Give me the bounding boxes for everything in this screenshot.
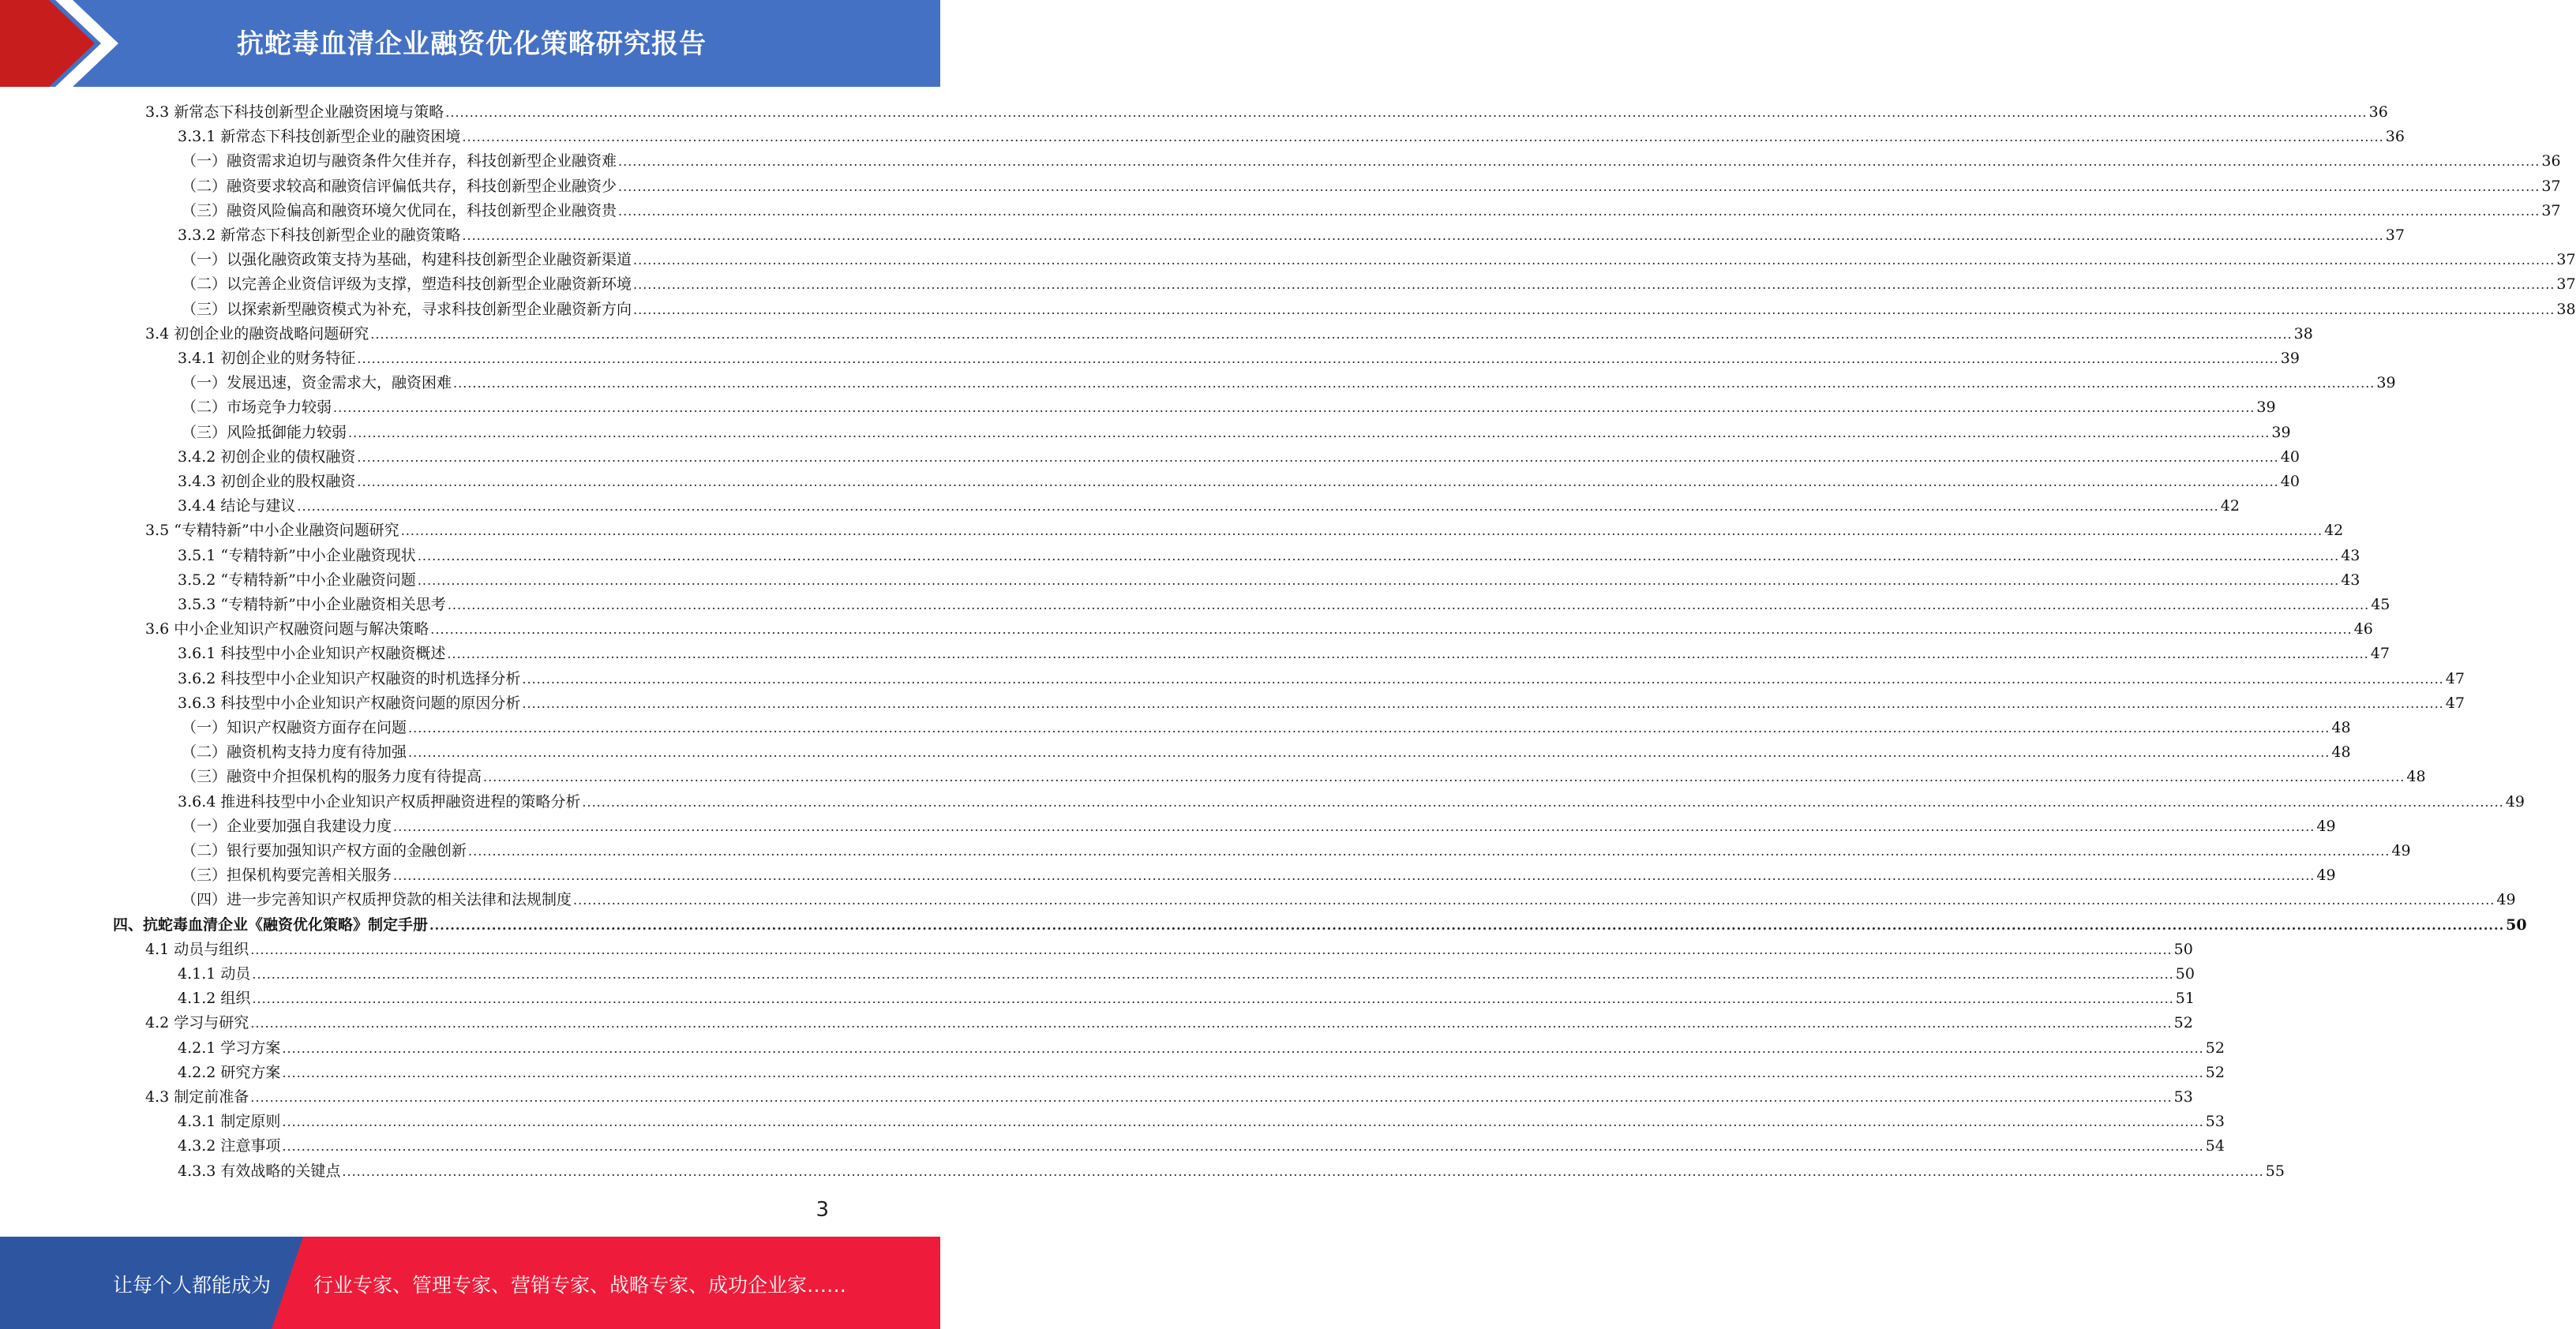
toc-entry[interactable] bbox=[182, 248, 2576, 272]
toc-entry[interactable] bbox=[178, 593, 2390, 617]
toc-entry[interactable] bbox=[182, 199, 2561, 223]
toc-entry-title: 3.5 “专精特新”中小企业融资问题研究 bbox=[145, 522, 399, 540]
toc-entry-page: 42 bbox=[2324, 522, 2344, 540]
toc-entry-page: 42 bbox=[2220, 497, 2240, 515]
toc-leader-dots: ................................................................................................................................................................................................................................................................................................................................................................................................................ bbox=[618, 154, 2540, 170]
toc-entry-page: 39 bbox=[2271, 423, 2291, 441]
toc-entry-title: （三）担保机构要完善相关服务 bbox=[182, 867, 392, 885]
toc-entry-page: 47 bbox=[2445, 694, 2465, 712]
toc-entry[interactable] bbox=[182, 716, 2351, 740]
toc-leader-dots: ................................................................................................................................................................................................................................................................................................................................................................................................................ bbox=[618, 178, 2540, 194]
toc-leader-dots: ................................................................................................................................................................................................................................................................................................................................................................................................................ bbox=[282, 1040, 2204, 1056]
toc-entry-page: 48 bbox=[2331, 743, 2351, 762]
toc-entry[interactable] bbox=[178, 494, 2240, 518]
toc-entry-page: 40 bbox=[2280, 447, 2300, 466]
toc-entry-page: 39 bbox=[2280, 350, 2300, 367]
toc-leader-dots: ................................................................................................................................................................................................................................................................................................................................................................................................................ bbox=[408, 745, 2330, 761]
toc-entry[interactable] bbox=[113, 913, 2527, 938]
toc-entry[interactable] bbox=[178, 1061, 2225, 1085]
toc-entry[interactable] bbox=[182, 149, 2561, 174]
toc-entry-page: 37 bbox=[2556, 251, 2576, 269]
toc-entry-title: （二）银行要加强知识产权方面的金融创新 bbox=[182, 842, 467, 859]
toc-entry[interactable] bbox=[182, 740, 2351, 765]
toc-entry-title: 4.3.3 有效战略的关键点 bbox=[178, 1162, 341, 1180]
toc-entry-page: 50 bbox=[2175, 965, 2195, 983]
toc-leader-dots: ................................................................................................................................................................................................................................................................................................................................................................................................................ bbox=[297, 499, 2219, 515]
toc-entry[interactable] bbox=[178, 568, 2360, 593]
footer-slogan-right: 行业专家、管理专家、营销专家、战略专家、成功企业家…… bbox=[313, 1274, 847, 1297]
toc-entry-page: 55 bbox=[2265, 1162, 2285, 1180]
toc-entry[interactable] bbox=[178, 346, 2300, 371]
toc-leader-dots: ................................................................................................................................................................................................................................................................................................................................................................................................................ bbox=[393, 868, 2315, 884]
toc-entry-title: （三）以探索新型融资模式为补充，寻求科技创新型企业融资新方向 bbox=[182, 300, 632, 318]
toc-entry-title: 3.6.3 科技型中小企业知识产权融资问题的原因分析 bbox=[178, 694, 521, 712]
toc-entry[interactable] bbox=[182, 174, 2561, 199]
toc-entry[interactable] bbox=[182, 888, 2516, 912]
toc-entry[interactable] bbox=[182, 839, 2411, 863]
toc-leader-dots: ................................................................................................................................................................................................................................................................................................................................................................................................................ bbox=[250, 1090, 2173, 1105]
toc-entry-page: 49 bbox=[2316, 817, 2336, 835]
toc-entry-page: 52 bbox=[2205, 1063, 2225, 1081]
toc-leader-dots: ................................................................................................................................................................................................................................................................................................................................................................................................................ bbox=[582, 794, 2504, 810]
toc-leader-dots: ................................................................................................................................................................................................................................................................................................................................................................................................................ bbox=[252, 991, 2174, 1007]
toc-entry-page: 49 bbox=[2316, 867, 2336, 885]
toc-entry-page: 49 bbox=[2496, 891, 2516, 909]
toc-entry[interactable] bbox=[182, 272, 2576, 297]
toc-entry[interactable] bbox=[178, 1110, 2225, 1134]
toc-entry-title: （三）融资风险偏高和融资环境欠优同在，科技创新型企业融资贵 bbox=[182, 201, 617, 219]
toc-leader-dots: ................................................................................................................................................................................................................................................................................................................................................................................................................ bbox=[633, 277, 2555, 293]
toc-leader-dots: ................................................................................................................................................................................................................................................................................................................................................................................................................ bbox=[468, 844, 2390, 859]
toc-leader-dots: ................................................................................................................................................................................................................................................................................................................................................................................................................ bbox=[417, 548, 2340, 563]
toc-entry-title: 3.6.2 科技型中小企业知识产权融资的时机选择分析 bbox=[178, 669, 521, 687]
toc-entry-title: （二）市场竞争力较弱 bbox=[182, 399, 332, 417]
toc-leader-dots: ................................................................................................................................................................................................................................................................................................................................................................................................................ bbox=[357, 474, 2279, 489]
toc-leader-dots: ................................................................................................................................................................................................................................................................................................................................................................................................................ bbox=[250, 1016, 2173, 1031]
toc-entry-page: 49 bbox=[2391, 842, 2411, 859]
toc-leader-dots: ................................................................................................................................................................................................................................................................................................................................................................................................................ bbox=[522, 695, 2444, 711]
toc-entry[interactable] bbox=[182, 395, 2276, 420]
toc-entry-page: 48 bbox=[2331, 719, 2351, 736]
toc-entry-page: 36 bbox=[2541, 152, 2561, 170]
toc-entry[interactable] bbox=[178, 1159, 2285, 1184]
toc-entry-page: 36 bbox=[2368, 103, 2388, 121]
toc-entry[interactable] bbox=[178, 667, 2465, 691]
toc-entry-page: 46 bbox=[2353, 620, 2373, 638]
toc-entry-title: 3.5.2 “专精特新”中小企业融资问题 bbox=[178, 571, 416, 589]
toc-leader-dots: ................................................................................................................................................................................................................................................................................................................................................................................................................ bbox=[453, 376, 2375, 391]
toc-entry-title: 4.2 学习与研究 bbox=[145, 1014, 249, 1032]
toc-entry-title: 3.4.2 初创企业的债权融资 bbox=[178, 447, 356, 466]
toc-entry-page: 40 bbox=[2280, 473, 2300, 490]
toc-entry[interactable] bbox=[178, 986, 2195, 1011]
toc-entry[interactable] bbox=[178, 962, 2195, 986]
toc-entry[interactable] bbox=[178, 1036, 2225, 1061]
toc-leader-dots: ................................................................................................................................................................................................................................................................................................................................................................................................................ bbox=[342, 1163, 2264, 1179]
toc-entry-title: （三）融资中介担保机构的服务力度有待提高 bbox=[182, 768, 482, 786]
toc-entry-title: （二）以完善企业资信评级为支撑，塑造科技创新型企业融资新环境 bbox=[182, 275, 632, 294]
toc-leader-dots: ................................................................................................................................................................................................................................................................................................................................................................................................................ bbox=[370, 326, 2293, 342]
toc-entry-page: 47 bbox=[2370, 645, 2390, 663]
toc-entry[interactable] bbox=[145, 617, 2373, 642]
toc-entry-title: 3.4.3 初创企业的股权融资 bbox=[178, 473, 356, 490]
toc-entry[interactable] bbox=[178, 470, 2300, 494]
toc-entry-page: 50 bbox=[2173, 940, 2193, 958]
toc-entry[interactable] bbox=[145, 938, 2193, 962]
toc-entry[interactable] bbox=[182, 814, 2336, 839]
toc-entry-page: 52 bbox=[2205, 1039, 2225, 1057]
toc-entry-page: 54 bbox=[2205, 1137, 2225, 1155]
toc-entry[interactable] bbox=[178, 445, 2300, 470]
toc-leader-dots: ................................................................................................................................................................................................................................................................................................................................................................................................................ bbox=[462, 228, 2384, 243]
toc-entry[interactable] bbox=[182, 371, 2396, 395]
toc-entry[interactable] bbox=[178, 544, 2360, 568]
header-arrow-icon bbox=[0, 0, 126, 87]
toc-leader-dots: ................................................................................................................................................................................................................................................................................................................................................................................................................ bbox=[445, 105, 2368, 120]
toc-leader-dots: ................................................................................................................................................................................................................................................................................................................................................................................................................ bbox=[282, 1114, 2204, 1130]
toc-leader-dots: ................................................................................................................................................................................................................................................................................................................................................................................................................ bbox=[429, 917, 2505, 933]
toc-entry-title: 3.5.1 “专精特新”中小企业融资现状 bbox=[178, 546, 416, 564]
toc-leader-dots: ................................................................................................................................................................................................................................................................................................................................................................................................................ bbox=[348, 425, 2270, 440]
toc-leader-dots: ................................................................................................................................................................................................................................................................................................................................................................................................................ bbox=[618, 203, 2540, 219]
toc-leader-dots: ................................................................................................................................................................................................................................................................................................................................................................................................................ bbox=[417, 572, 2340, 588]
toc-entry[interactable] bbox=[145, 100, 2388, 125]
toc-entry-title: 四、抗蛇毒血清企业《融资优化策略》制定手册 bbox=[113, 915, 429, 934]
toc-entry[interactable] bbox=[178, 223, 2405, 248]
toc-entry-page: 37 bbox=[2541, 177, 2561, 195]
toc-leader-dots: ................................................................................................................................................................................................................................................................................................................................................................................................................ bbox=[333, 400, 2255, 416]
toc-entry[interactable] bbox=[178, 125, 2405, 149]
toc-entry-title: （一）企业要加强自我建设力度 bbox=[182, 817, 392, 835]
toc-entry-title: （一）以强化融资政策支持为基础，构建科技创新型企业融资新渠道 bbox=[182, 251, 632, 269]
toc-entry-page: 39 bbox=[2376, 374, 2396, 392]
toc-entry-page: 52 bbox=[2173, 1014, 2193, 1032]
toc-entry-page: 50 bbox=[2506, 915, 2527, 934]
toc-entry-title: 4.2.2 研究方案 bbox=[178, 1063, 281, 1081]
toc-entry-title: 3.3 新常态下科技创新型企业融资困境与策略 bbox=[145, 103, 444, 121]
toc-leader-dots: ................................................................................................................................................................................................................................................................................................................................................................................................................ bbox=[357, 449, 2279, 465]
toc-entry-title: （一）融资需求迫切与融资条件欠佳并存，科技创新型企业融资难 bbox=[182, 152, 617, 170]
toc-entry-title: 4.3.1 制定原则 bbox=[178, 1113, 281, 1131]
toc-entry[interactable] bbox=[182, 421, 2291, 445]
toc-entry-title: 4.1 动员与组织 bbox=[145, 940, 249, 958]
toc-entry[interactable] bbox=[145, 518, 2344, 543]
toc-entry-title: 4.3 制定前准备 bbox=[145, 1088, 249, 1106]
toc-entry-title: 3.4 初创企业的融资战略问题研究 bbox=[145, 324, 369, 343]
toc-entry-page: 53 bbox=[2173, 1088, 2193, 1106]
toc-entry[interactable] bbox=[182, 765, 2426, 789]
toc-entry-page: 36 bbox=[2385, 128, 2405, 146]
toc-entry-page: 37 bbox=[2541, 201, 2561, 219]
toc-entry-page: 37 bbox=[2556, 275, 2576, 294]
page-number: 3 bbox=[816, 1198, 829, 1222]
toc-entry[interactable] bbox=[182, 298, 2576, 322]
toc-entry-page: 53 bbox=[2205, 1113, 2225, 1131]
toc-leader-dots: ................................................................................................................................................................................................................................................................................................................................................................................................................ bbox=[282, 1139, 2204, 1155]
toc-entry-page: 51 bbox=[2175, 990, 2195, 1008]
toc-entry[interactable] bbox=[178, 1134, 2225, 1159]
toc-leader-dots: ................................................................................................................................................................................................................................................................................................................................................................................................................ bbox=[447, 597, 2370, 612]
toc-entry-title: 3.6.1 科技型中小企业知识产权融资概述 bbox=[178, 645, 446, 663]
toc-entry-page: 38 bbox=[2556, 300, 2576, 318]
toc-entry[interactable] bbox=[178, 642, 2390, 666]
toc-entry-page: 43 bbox=[2341, 546, 2360, 564]
toc-entry[interactable] bbox=[178, 691, 2465, 716]
toc-entry-title: 3.3.2 新常态下科技创新型企业的融资策略 bbox=[178, 226, 461, 244]
toc-leader-dots: ................................................................................................................................................................................................................................................................................................................................................................................................................ bbox=[633, 301, 2555, 317]
toc-entry-title: 3.3.1 新常态下科技创新型企业的融资困境 bbox=[178, 128, 461, 146]
footer-slogan-left: 让每个人都能成为 bbox=[113, 1274, 272, 1297]
toc-leader-dots: ................................................................................................................................................................................................................................................................................................................................................................................................................ bbox=[573, 893, 2495, 908]
document-title: 抗蛇毒血清企业融资优化策略研究报告 bbox=[237, 28, 707, 60]
page-footer bbox=[0, 1237, 940, 1329]
toc-leader-dots: ................................................................................................................................................................................................................................................................................................................................................................................................................ bbox=[357, 351, 2279, 366]
toc-entry-page: 48 bbox=[2406, 768, 2426, 786]
toc-entry-page: 45 bbox=[2371, 596, 2390, 613]
toc-entry-title: （二）融资要求较高和融资信评偏低共存，科技创新型企业融资少 bbox=[182, 177, 617, 195]
toc-leader-dots: ................................................................................................................................................................................................................................................................................................................................................................................................................ bbox=[447, 646, 2369, 662]
toc-entry-page: 39 bbox=[2256, 399, 2276, 417]
toc-leader-dots: ................................................................................................................................................................................................................................................................................................................................................................................................................ bbox=[430, 622, 2353, 638]
toc-entry-title: 3.6 中小企业知识产权融资问题与解决策略 bbox=[145, 620, 429, 638]
toc-entry-title: 3.4.4 结论与建议 bbox=[178, 497, 296, 515]
toc-leader-dots: ................................................................................................................................................................................................................................................................................................................................................................................................................ bbox=[483, 769, 2405, 785]
toc-entry-title: 3.6.4 推进科技型中小企业知识产权质押融资进程的策略分析 bbox=[178, 792, 581, 811]
toc-entry-title: （一）发展迅速，资金需求大，融资困难 bbox=[182, 374, 452, 392]
toc-entry-page: 49 bbox=[2505, 792, 2525, 811]
toc-leader-dots: ................................................................................................................................................................................................................................................................................................................................................................................................................ bbox=[252, 967, 2174, 982]
toc-entry-page: 38 bbox=[2293, 324, 2313, 343]
toc-entry-title: （三）风险抵御能力较弱 bbox=[182, 423, 347, 441]
toc-leader-dots: ................................................................................................................................................................................................................................................................................................................................................................................................................ bbox=[282, 1065, 2204, 1080]
toc-leader-dots: ................................................................................................................................................................................................................................................................................................................................................................................................................ bbox=[633, 253, 2555, 268]
toc-entry[interactable] bbox=[178, 790, 2525, 814]
toc-leader-dots: ................................................................................................................................................................................................................................................................................................................................................................................................................ bbox=[462, 129, 2384, 145]
toc-leader-dots: ................................................................................................................................................................................................................................................................................................................................................................................................................ bbox=[250, 942, 2173, 957]
toc-entry-title: 4.1.2 组织 bbox=[178, 990, 251, 1008]
toc-leader-dots: ................................................................................................................................................................................................................................................................................................................................................................................................................ bbox=[400, 523, 2323, 539]
toc-entry[interactable] bbox=[145, 1085, 2193, 1110]
toc-entry-title: 3.5.3 “专精特新”中小企业融资相关思考 bbox=[178, 596, 446, 613]
toc-entry-title: 3.4.1 初创企业的财务特征 bbox=[178, 350, 356, 367]
toc-entry[interactable] bbox=[145, 1011, 2193, 1035]
toc-entry-title: 4.3.2 注意事项 bbox=[178, 1137, 281, 1155]
toc-entry[interactable] bbox=[182, 863, 2336, 888]
toc-entry-title: （一）知识产权融资方面存在问题 bbox=[182, 719, 407, 736]
toc-entry[interactable] bbox=[145, 322, 2313, 346]
toc-leader-dots: ................................................................................................................................................................................................................................................................................................................................................................................................................ bbox=[408, 721, 2330, 736]
toc-entry-page: 47 bbox=[2445, 669, 2465, 687]
toc-entry-title: 4.1.1 动员 bbox=[178, 965, 251, 983]
toc-leader-dots: ................................................................................................................................................................................................................................................................................................................................................................................................................ bbox=[393, 818, 2315, 834]
toc-entry-title: （二）融资机构支持力度有待加强 bbox=[182, 743, 407, 762]
toc-entry-title: （四）进一步完善知识产权质押贷款的相关法律和法规制度 bbox=[182, 891, 572, 909]
toc-leader-dots: ................................................................................................................................................................................................................................................................................................................................................................................................................ bbox=[522, 671, 2444, 687]
toc-entry-title: 4.2.1 学习方案 bbox=[178, 1039, 281, 1057]
page-header bbox=[0, 0, 940, 87]
toc-entry-page: 43 bbox=[2341, 571, 2360, 589]
toc-entry-page: 37 bbox=[2385, 226, 2405, 244]
